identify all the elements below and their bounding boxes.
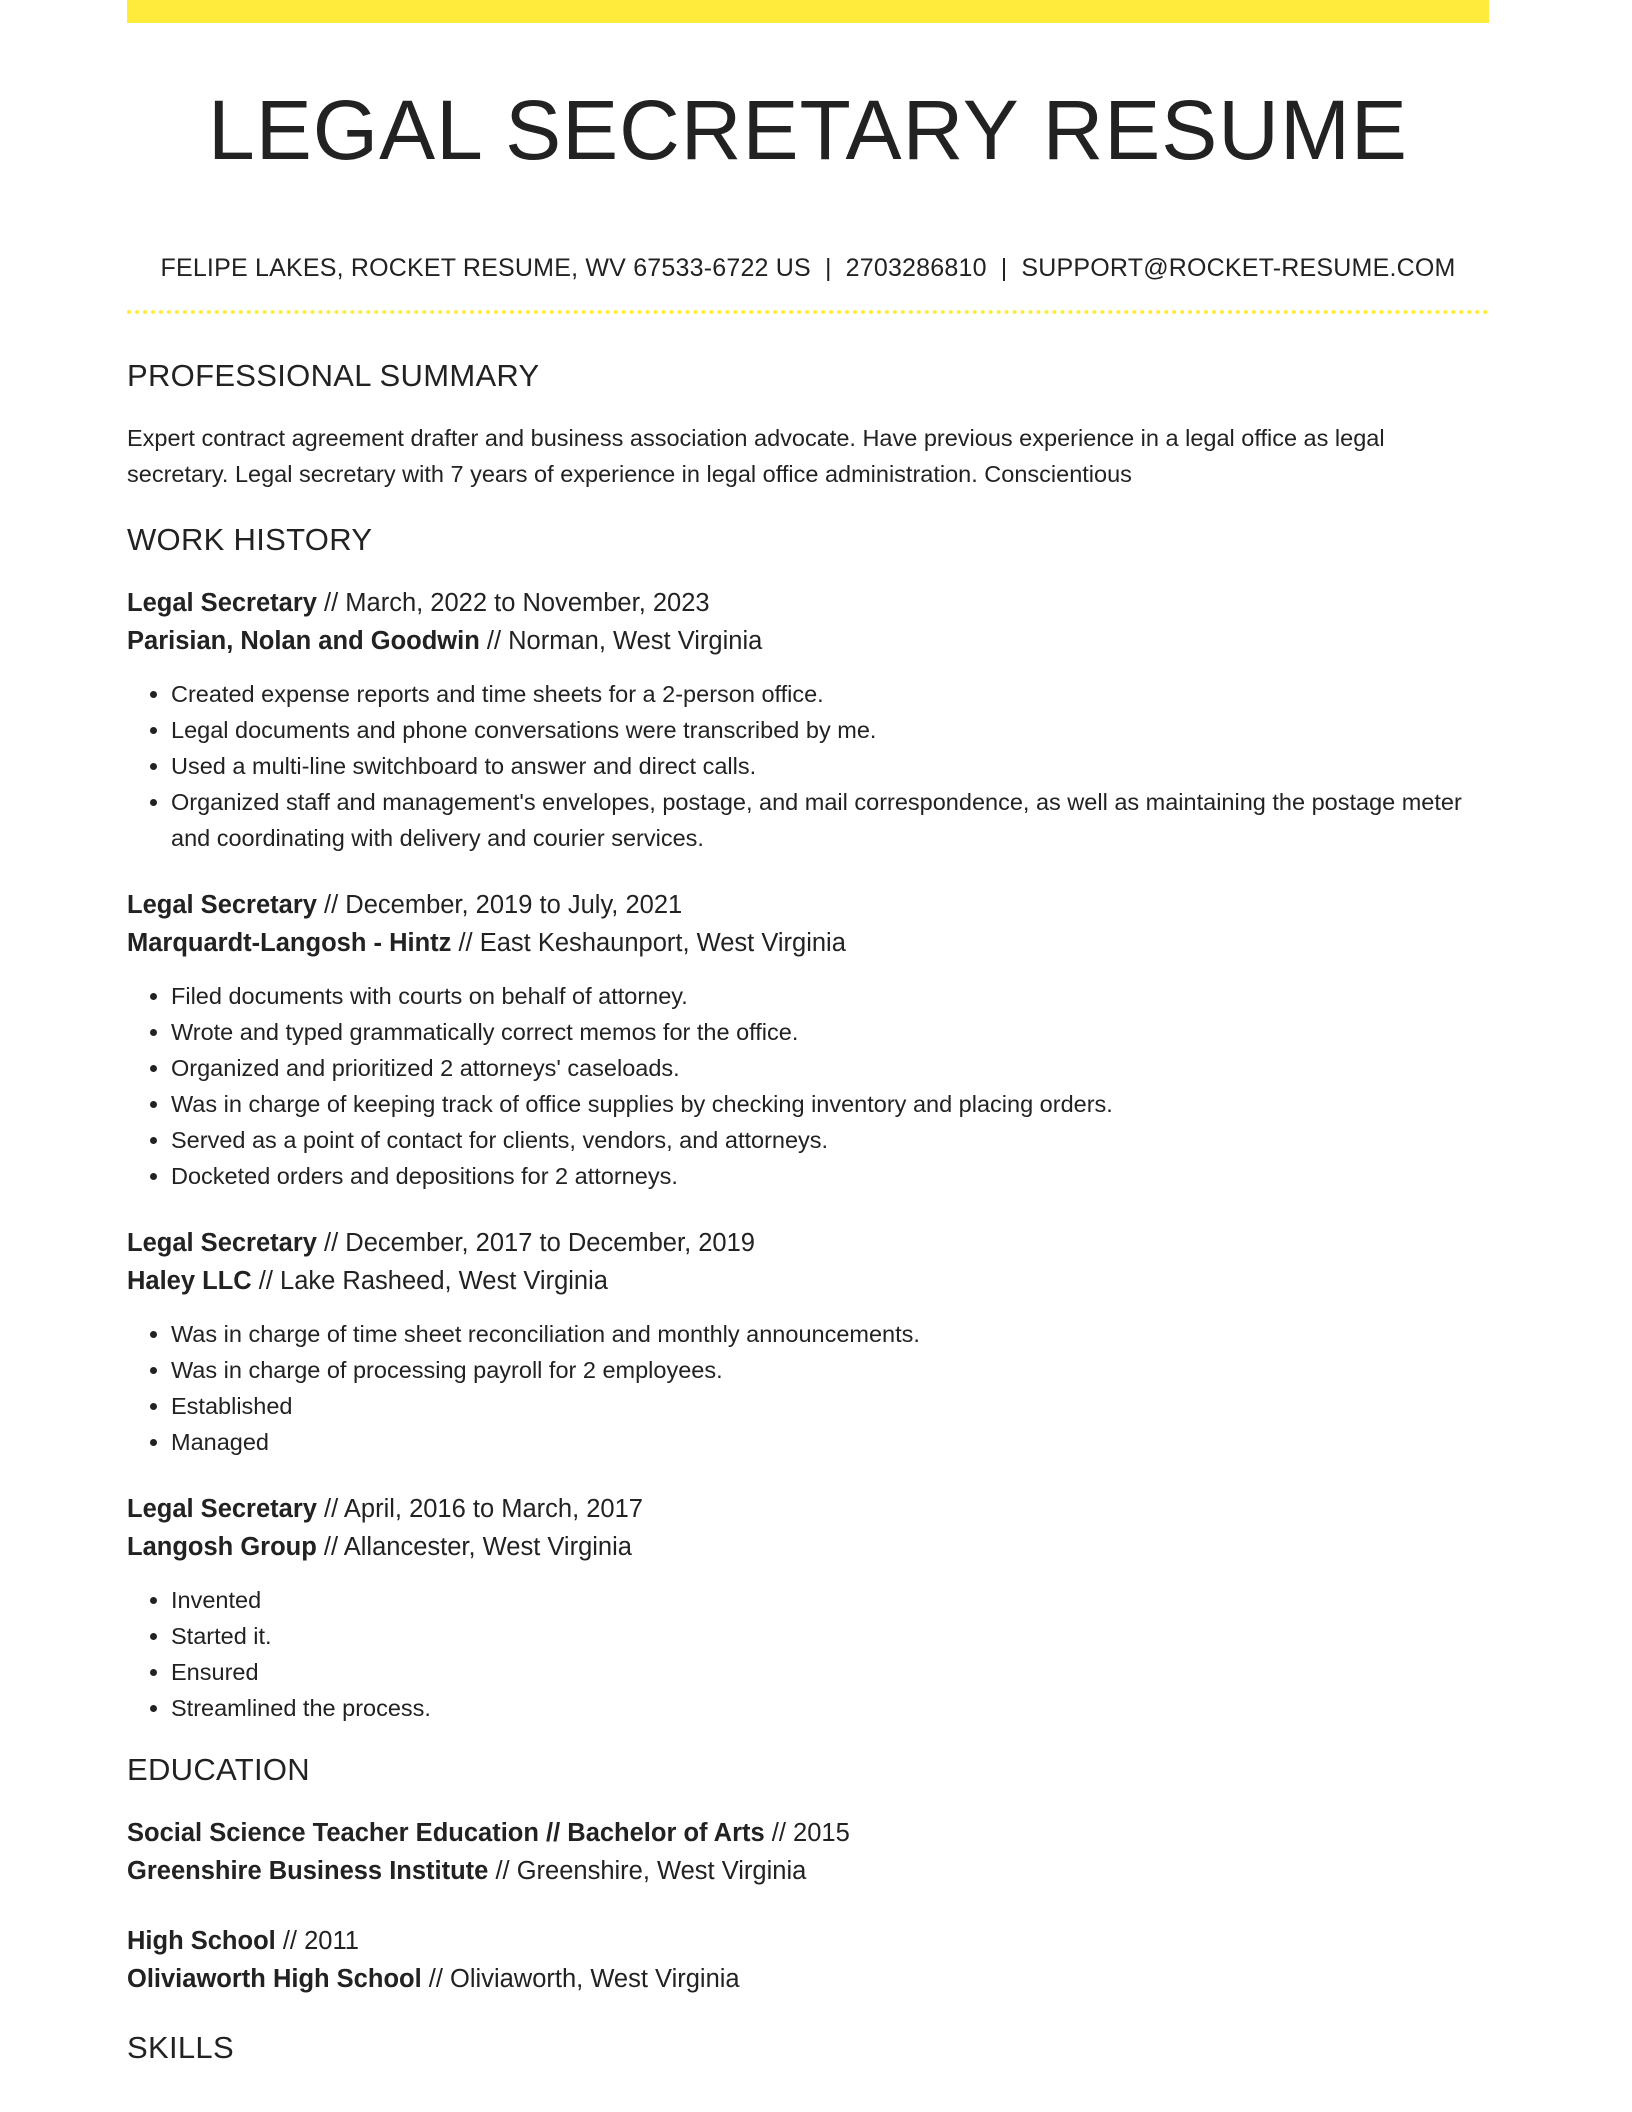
contact-separator: |: [824, 254, 832, 282]
section-heading-education: EDUCATION: [127, 1752, 310, 1787]
education-year: // 2011: [275, 1927, 359, 1955]
job-company: Langosh Group: [127, 1533, 317, 1561]
job-location: // Norman, West Virginia: [479, 627, 763, 655]
list-item: • Started it.: [171, 1618, 1489, 1654]
list-item: • Created expense reports and time sheets for a 2-person office.: [171, 676, 1489, 712]
dotted-divider: [127, 310, 1489, 314]
job-title: Legal Secretary: [127, 1495, 317, 1523]
job-company-line: [127, 924, 1489, 962]
section-heading-skills: SKILLS: [127, 2030, 234, 2065]
list-item: • Established: [171, 1388, 1489, 1424]
list-item: • Streamlined the process.: [171, 1690, 1489, 1726]
list-item: • Was in charge of time sheet reconciliation and monthly announcements.: [171, 1316, 1489, 1352]
education-degree-line: [127, 1814, 1489, 1852]
contact-separator: |: [1000, 254, 1008, 282]
education-school-line: [127, 1852, 1489, 1890]
list-item: • Docketed orders and depositions for 2 attorneys.: [171, 1158, 1489, 1194]
job-entry: [127, 584, 1489, 856]
job-location: // East Keshaunport, West Virginia: [451, 929, 846, 957]
education-location: // Greenshire, West Virginia: [488, 1857, 807, 1885]
contact-email[interactable]: SUPPORT@ROCKET-RESUME.COM: [1021, 254, 1456, 282]
education-degree: High School: [127, 1927, 276, 1955]
job-bullets: [127, 676, 1489, 856]
section-heading-work-history: WORK HISTORY: [127, 522, 373, 557]
list-item: • Ensured: [171, 1654, 1489, 1690]
education-degree: Social Science Teacher Education // Bachelor of Arts: [127, 1819, 765, 1847]
job-company: Haley LLC: [127, 1267, 252, 1295]
job-dates: // December, 2017 to December, 2019: [316, 1229, 755, 1257]
job-title: Legal Secretary: [127, 891, 317, 919]
resume-content: [127, 0, 1489, 2066]
education-school: Oliviaworth High School: [127, 1965, 422, 1993]
job-bullets: [127, 1582, 1489, 1726]
contact-phone[interactable]: 2703286810: [845, 254, 987, 282]
job-company-line: [127, 1262, 1489, 1300]
list-item: • Wrote and typed grammatically correct memos for the office.: [171, 1014, 1489, 1050]
list-item: • Managed: [171, 1424, 1489, 1460]
summary-text: Expert contract agreement drafter and business association advocate. Have previous experience in a legal office as legal secretary. Legal secretary with 7 years of experience in legal office administration. Conscientious: [127, 425, 1385, 487]
job-location: // Lake Rasheed, West Virginia: [251, 1267, 608, 1295]
education-school-line: [127, 1960, 1489, 1998]
skills-section: [127, 2030, 1489, 2066]
education-school: Greenshire Business Institute: [127, 1857, 489, 1885]
job-entry: [127, 1490, 1489, 1726]
job-entry: [127, 886, 1489, 1194]
education-location: // Oliviaworth, West Virginia: [421, 1965, 740, 1993]
list-item: • Was in charge of processing payroll for 2 employees.: [171, 1352, 1489, 1388]
list-item: • Used a multi-line switchboard to answer and direct calls.: [171, 748, 1489, 784]
education-entry: [127, 1922, 1489, 1998]
summary-section: [127, 358, 1489, 492]
list-item: • Was in charge of keeping track of office supplies by checking inventory and placing orders.: [171, 1086, 1489, 1122]
education-entry: [127, 1814, 1489, 1890]
job-entry: [127, 1224, 1489, 1460]
job-title-line: [127, 1224, 1489, 1262]
job-title-line: [127, 1490, 1489, 1528]
list-item: • Organized and prioritized 2 attorneys' caseloads.: [171, 1050, 1489, 1086]
list-item: • Invented: [171, 1582, 1489, 1618]
job-title: Legal Secretary: [127, 589, 317, 617]
page-title: LEGAL SECRETARY RESUME: [208, 83, 1408, 177]
work-history-section: [127, 522, 1489, 1726]
list-item: • Organized staff and management's envelopes, postage, and mail correspondence, as well as maintaining the postage meter and coordinating with delivery and courier services.: [171, 784, 1489, 856]
job-title-line: [127, 886, 1489, 924]
list-item: • Filed documents with courts on behalf of attorney.: [171, 978, 1489, 1014]
job-location: // Allancester, West Virginia: [316, 1533, 632, 1561]
list-item: • Served as a point of contact for clients, vendors, and attorneys.: [171, 1122, 1489, 1158]
education-year: // 2015: [764, 1819, 850, 1847]
job-dates: // April, 2016 to March, 2017: [316, 1495, 643, 1523]
contact-line: [127, 252, 1489, 284]
education-degree-line: [127, 1922, 1489, 1960]
job-company: Marquardt-Langosh - Hintz: [127, 929, 452, 957]
job-title-line: [127, 584, 1489, 622]
list-item: • Legal documents and phone conversations were transcribed by me.: [171, 712, 1489, 748]
section-heading-summary: PROFESSIONAL SUMMARY: [127, 358, 540, 393]
job-dates: // December, 2019 to July, 2021: [316, 891, 683, 919]
education-section: [127, 1752, 1489, 1998]
job-dates: // March, 2022 to November, 2023: [316, 589, 710, 617]
job-bullets: [127, 978, 1489, 1194]
job-company-line: [127, 1528, 1489, 1566]
job-company-line: [127, 622, 1489, 660]
job-bullets: [127, 1316, 1489, 1460]
job-title: Legal Secretary: [127, 1229, 317, 1257]
contact-address: FELIPE LAKES, ROCKET RESUME, WV 67533-6722 US: [160, 254, 811, 282]
job-company: Parisian, Nolan and Goodwin: [127, 627, 480, 655]
